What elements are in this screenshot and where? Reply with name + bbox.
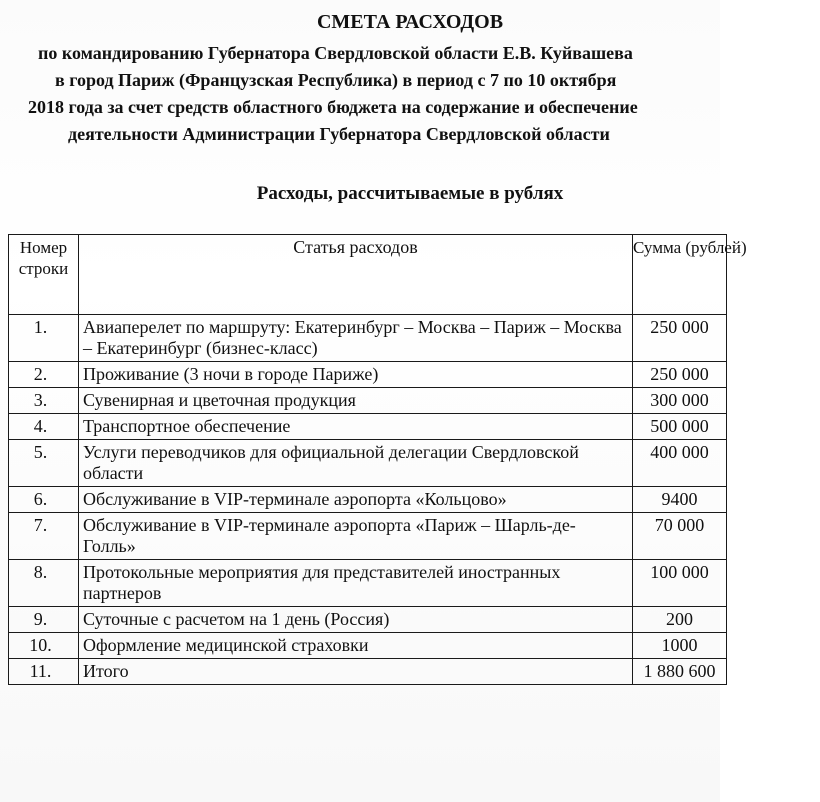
row-item: Обслуживание в VIP-терминале аэропорта «Кольцово»	[79, 487, 633, 513]
table-header-row	[9, 235, 727, 315]
column-header-item: Статья расходов	[79, 235, 633, 315]
row-item: Авиаперелет по маршруту: Екатеринбург – Москва – Париж – Москва – Екатеринбург (бизнес-класс)	[79, 315, 633, 362]
row-sum: 200	[633, 607, 727, 633]
row-sum: 1000	[633, 633, 727, 659]
row-number: 3.	[9, 388, 79, 414]
column-header-sum: Сумма (рублей)	[633, 235, 727, 315]
row-item: Сувенирная и цветочная продукция	[79, 388, 633, 414]
row-item: Транспортное обеспечение	[79, 414, 633, 440]
row-sum: 1 880 600	[633, 659, 727, 685]
table-row	[9, 388, 727, 414]
table-row	[9, 315, 727, 362]
row-number: 4.	[9, 414, 79, 440]
row-number: 10.	[9, 633, 79, 659]
row-sum: 100 000	[633, 560, 727, 607]
subtitle-line-2: в город Париж (Французская Республика) в период с 7 по 10 октября	[55, 70, 617, 90]
document-title: СМЕТА РАСХОДОВ	[316, 11, 504, 33]
document-header	[0, 6, 720, 236]
table-row	[9, 513, 727, 560]
table-row	[9, 607, 727, 633]
table-row	[9, 414, 727, 440]
column-header-number: Номер строки	[9, 235, 79, 315]
subtitle-line-1: по командированию Губернатора Свердловской области Е.В. Куйвашева	[38, 43, 633, 63]
row-sum: 400 000	[633, 440, 727, 487]
row-sum: 70 000	[633, 513, 727, 560]
row-item: Итого	[79, 659, 633, 685]
subtitle-line-3: 2018 года за счет средств областного бюджета на содержание и обеспечение	[28, 97, 638, 117]
row-number: 9.	[9, 607, 79, 633]
subtitle-line-4: деятельности Администрации Губернатора Свердловской области	[68, 124, 610, 144]
row-number: 5.	[9, 440, 79, 487]
table-row	[9, 440, 727, 487]
section-heading: Расходы, рассчитываемые в рублях	[256, 183, 564, 204]
table-row-total	[9, 659, 727, 685]
row-sum: 250 000	[633, 315, 727, 362]
row-item: Оформление медицинской страховки	[79, 633, 633, 659]
expense-table	[8, 234, 747, 685]
table-row	[9, 633, 727, 659]
table-row	[9, 362, 727, 388]
row-item: Суточные с расчетом на 1 день (Россия)	[79, 607, 633, 633]
row-number: 11.	[9, 659, 79, 685]
row-item: Услуги переводчиков для официальной делегации Свердловской области	[79, 440, 633, 487]
row-sum: 300 000	[633, 388, 727, 414]
row-item: Проживание (3 ночи в городе Париже)	[79, 362, 633, 388]
row-number: 7.	[9, 513, 79, 560]
row-sum: 500 000	[633, 414, 727, 440]
row-number: 6.	[9, 487, 79, 513]
row-item: Протокольные мероприятия для представителей иностранных партнеров	[79, 560, 633, 607]
row-number: 8.	[9, 560, 79, 607]
row-sum: 250 000	[633, 362, 727, 388]
row-item: Обслуживание в VIP-терминале аэропорта «Париж – Шарль-де-Голль»	[79, 513, 633, 560]
table-row	[9, 560, 727, 607]
table-row	[9, 487, 727, 513]
row-sum: 9400	[633, 487, 727, 513]
row-number: 1.	[9, 315, 79, 362]
row-number: 2.	[9, 362, 79, 388]
